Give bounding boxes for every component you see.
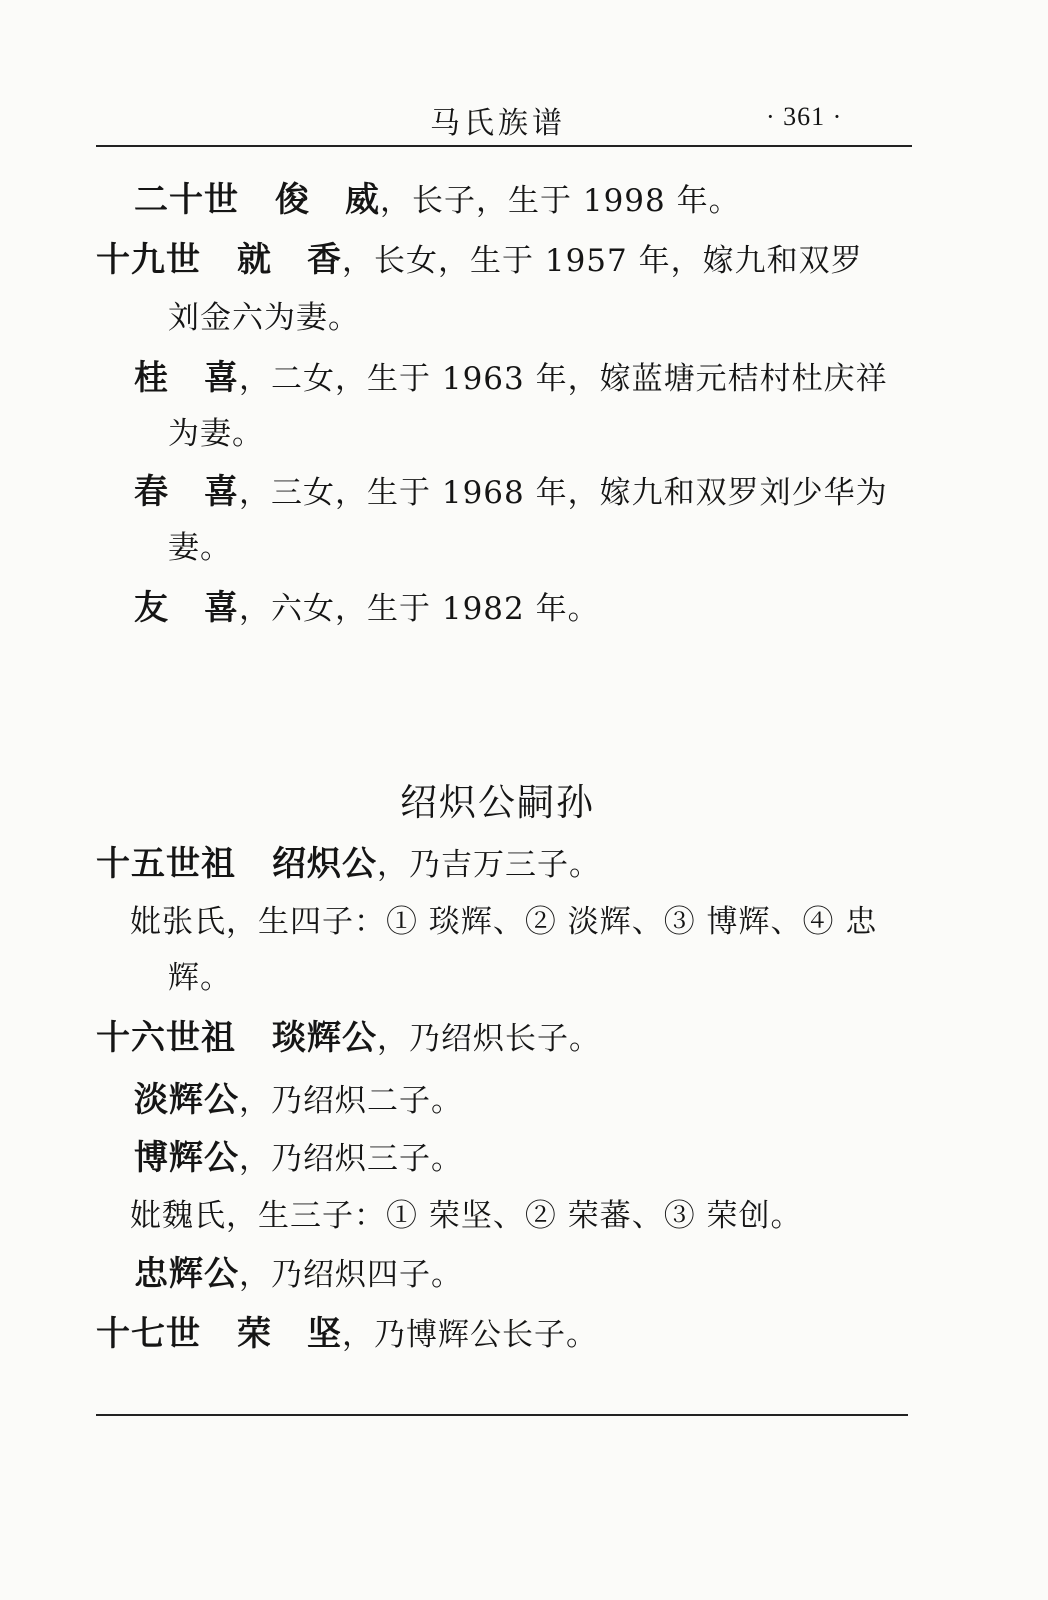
- entry-text: ，三女，生于 1968 年，嫁九和双罗刘少华为: [239, 475, 888, 511]
- entry-text: ，乃绍炽四子。: [239, 1257, 463, 1293]
- genealogy-entry: [96, 844, 601, 885]
- entry-text: ，长女，生于 1957 年，嫁九和双罗: [342, 243, 863, 279]
- generation-label: 十五世祖: [96, 844, 236, 884]
- page-number: · 361 ·: [766, 102, 843, 131]
- spouse-label: 妣魏氏，: [130, 1198, 258, 1234]
- person-name: 绍炽公: [272, 844, 377, 884]
- entry-text: ，乃吉万三子。: [377, 847, 601, 883]
- spouse-label: 妣张氏，: [130, 904, 258, 940]
- person-name: 博辉公: [134, 1138, 239, 1178]
- generation-label: 十七世: [96, 1314, 201, 1354]
- person-name: 友 喜: [134, 588, 239, 628]
- person-name: 桂 喜: [134, 358, 239, 398]
- genealogy-entry: [134, 1254, 463, 1295]
- genealogy-entry: [134, 1080, 463, 1121]
- spouse-entry: [130, 902, 877, 942]
- generation-label: 二十世: [134, 180, 239, 220]
- person-name: 淡辉公: [134, 1080, 239, 1120]
- genealogy-entry: [134, 472, 888, 513]
- person-name: 忠辉公: [134, 1254, 239, 1294]
- person-name: 俊 威: [275, 180, 380, 220]
- entry-continuation: 妻。: [168, 530, 232, 566]
- genealogy-entry: [96, 1314, 598, 1355]
- genealogy-entry: [134, 1138, 463, 1179]
- entry-text: ，六女，生于 1982 年。: [239, 591, 600, 627]
- entry-text: 生四子：① 琰辉、② 淡辉、③ 博辉、④ 忠: [258, 904, 878, 940]
- genealogy-entry: [134, 358, 888, 399]
- entry-text: 生三子：① 荣坚、② 荣蕃、③ 荣创。: [258, 1198, 803, 1234]
- generation-label: 十六世祖: [96, 1018, 236, 1058]
- entry-continuation: 为妻。: [168, 416, 264, 452]
- person-name: 春 喜: [134, 472, 239, 512]
- section-heading: 绍炽公嗣孙: [400, 781, 595, 824]
- person-name: 就 香: [237, 240, 342, 280]
- header-rule: [96, 145, 912, 147]
- spouse-entry: [130, 1196, 803, 1236]
- entry-continuation: 刘金六为妻。: [168, 300, 360, 336]
- person-name: 荣 坚: [237, 1314, 342, 1354]
- genealogy-entry: [134, 588, 600, 629]
- entry-text: ，乃博辉公长子。: [342, 1317, 598, 1353]
- entry-text: ，二女，生于 1963 年，嫁蓝塘元桔村杜庆祥: [239, 361, 888, 397]
- footer-rule: [96, 1414, 908, 1416]
- person-name: 琰辉公: [272, 1018, 377, 1058]
- entry-text: ，乃绍炽三子。: [239, 1141, 463, 1177]
- page-header-title: 马氏族谱: [430, 106, 566, 141]
- generation-label: 十九世: [96, 240, 201, 280]
- entry-text: ，乃绍炽二子。: [239, 1083, 463, 1119]
- genealogy-entry: [134, 180, 741, 221]
- genealogy-entry: [96, 1018, 601, 1059]
- entry-text: ，长子，生于 1998 年。: [380, 183, 741, 219]
- entry-text: ，乃绍炽长子。: [377, 1021, 601, 1057]
- genealogy-entry: [96, 240, 863, 281]
- entry-continuation: 辉。: [168, 960, 232, 996]
